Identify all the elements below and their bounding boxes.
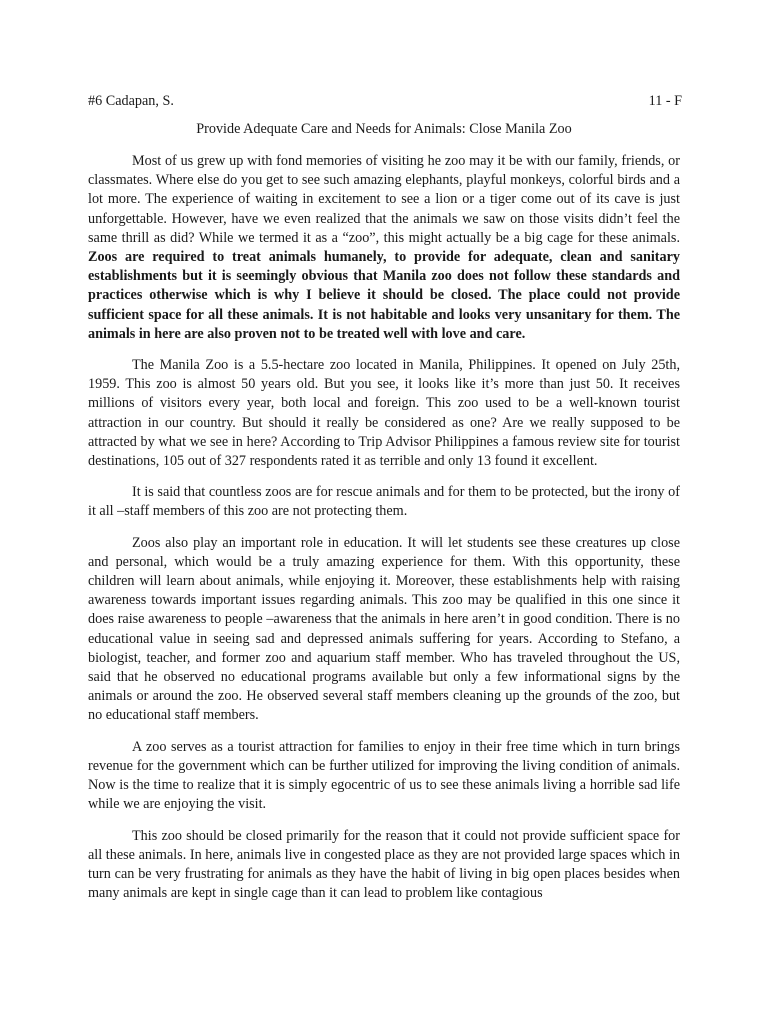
- paragraph-text: Most of us grew up with fond memories of visiting he zoo may it be with our family, friends, or classmates. Where else do you get to see such amazing elephants, playful monkeys, colorful birds and a lot more. The experience of waiting in excitement to see a lion or a tiger come out of its cave is just unforgettable. However, have we even realized that the animals we saw on those visits didn’t feel the same thrill as did? While we termed it as a “zoo”, this might actually be a big cage for these animals.: [88, 153, 680, 246]
- paragraph-background: [88, 356, 680, 471]
- paragraph-text: This zoo should be closed primarily for the reason that it could not provide sufficient space for all these animals. In here, animals live in congested place as they are not provided large spaces which in turn can be very frustrating for animals as they have the habit of living in big open places besides when many animals are kept in single cage than it can lead to problem like contagious: [88, 827, 680, 902]
- author-name: #6 Cadapan, S.: [88, 93, 174, 109]
- document-body: [88, 152, 680, 903]
- class-section: 11 - F: [648, 93, 682, 109]
- document-header: [88, 92, 682, 112]
- paragraph-rescue: [88, 483, 680, 521]
- paragraph-text: It is said that countless zoos are for rescue animals and for them to be protected, but the irony of it all –staff members of this zoo are not protecting them.: [88, 484, 680, 520]
- paragraph-text: Zoos also play an important role in education. It will let students see these creatures up close and personal, which would be a truly amazing experience for them. With this opportunity, these children will learn about animals, while enjoying it. Moreover, these establishments help with raising awareness towards important issues regarding animals. This zoo may be qualified in this one since it does raise awareness to people –awareness that the animals in here aren’t in good condition. There is no educational value in seeing sad and depressed animals suffering for years. According to Stefano, a biologist, teacher, and former zoo and aquarium staff member. Who has traveled throughout the US, said that he observed no educational programs available but only a few informational signs by the animals or around the zoo. He observed several staff members cleaning up the grounds of the zoo, but no educational staff members.: [88, 534, 680, 724]
- paragraph-education: [88, 534, 680, 726]
- paragraph-tourism: [88, 738, 680, 815]
- thesis-statement: Zoos are required to treat animals humanely, to provide for adequate, clean and sanitary establishments but it is seemingly obvious that Manila zoo does not follow these standards and practices otherwise which is why I believe it should be closed. The place could not provide sufficient space for all these animals. It is not habitable and looks very unsanitary for them. The animals in here are also proven not to be treated well with love and care.: [88, 249, 680, 342]
- paragraph-space: [88, 827, 680, 904]
- paragraph-intro: [88, 152, 680, 344]
- paragraph-text: The Manila Zoo is a 5.5-hectare zoo located in Manila, Philippines. It opened on July 25th, 1959. This zoo is almost 50 years old. But you see, it looks like it’s more than just 50. It receives millions of visitors every year, both local and foreign. This zoo used to be a well-known tourist attraction in our country. But should it really be considered as one? Are we really supposed to be attracted by what we see in here? According to Trip Advisor Philippines a famous review site for tourist destinations, 105 out of 327 respondents rated it as terrible and only 13 found it excellent.: [88, 357, 680, 470]
- document-title: Provide Adequate Care and Needs for Animals: Close Manila Zoo: [196, 121, 572, 137]
- paragraph-text: A zoo serves as a tourist attraction for families to enjoy in their free time which in turn brings revenue for the government which can be further utilized for improving the living condition of animals. Now is the time to realize that it is simply egocentric of us to see these animals living a horrible sad life while we are enjoying the visit.: [88, 738, 680, 813]
